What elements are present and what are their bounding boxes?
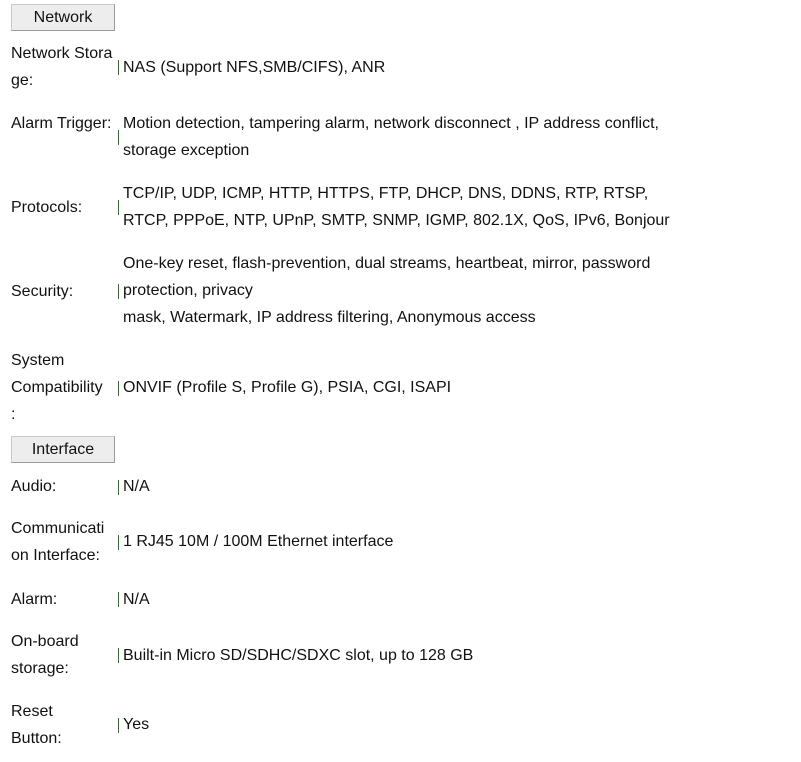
spec-value: NAS (Support NFS,SMB/CIFS), ANR [123,59,386,76]
spec-label: Reset Button: [11,703,62,747]
spec-value: N/A [123,478,150,495]
spec-value: ONVIF (Profile S, Profile G), PSIA, CGI, ISAPI [123,379,452,396]
spec-label: Alarm: [11,591,58,608]
spec-label: Protocols: [11,199,83,216]
separator-bar [118,592,119,607]
spec-value: Yes [123,716,150,733]
separator-bar [118,381,119,396]
separator-bar [118,480,119,495]
spec-value: N/A [123,591,150,608]
spec-label: System Compatibility : [11,352,103,423]
spec-label: Network Storage: [11,45,113,89]
separator-bar [118,648,119,663]
spec-value: 1 RJ45 10M / 100M Ethernet interface [123,533,394,550]
separator-bar [118,200,119,215]
spec-value: TCP/IP, UDP, ICMP, HTTP, HTTPS, FTP, DHCP, DNS, DDNS, RTP, RTSP, RTCP, PPPoE, NTP, UPnP, SMTP, SNMP, IGMP, 802.1X, QoS, IPv6, Bonjour [123,185,670,229]
section-header-interface[interactable]: Interface [11,436,115,463]
spec-label: Audio: [11,478,57,495]
spec-value: Built-in Micro SD/SDHC/SDXC slot, up to 128 GB [123,647,474,664]
spec-label: Alarm Trigger: [11,115,112,132]
spec-label: On-board storage: [11,633,79,677]
separator-bar [118,718,119,733]
spec-value: Motion detection, tampering alarm, network disconnect , IP address conflict, storage exception [123,115,659,159]
spec-label: Communicati on Interface: [11,520,105,564]
section-header-network[interactable]: Network [11,4,115,31]
separator-bar [118,60,119,75]
separator-bar [118,284,119,299]
separator-bar [118,535,119,550]
separator-bar [118,130,119,145]
spec-label: Security: [11,283,74,300]
spec-value: One-key reset, flash-prevention, dual streams, heartbeat, mirror, password protection, privacy mask, Watermark, IP address filtering, Anonymous access [123,255,651,326]
